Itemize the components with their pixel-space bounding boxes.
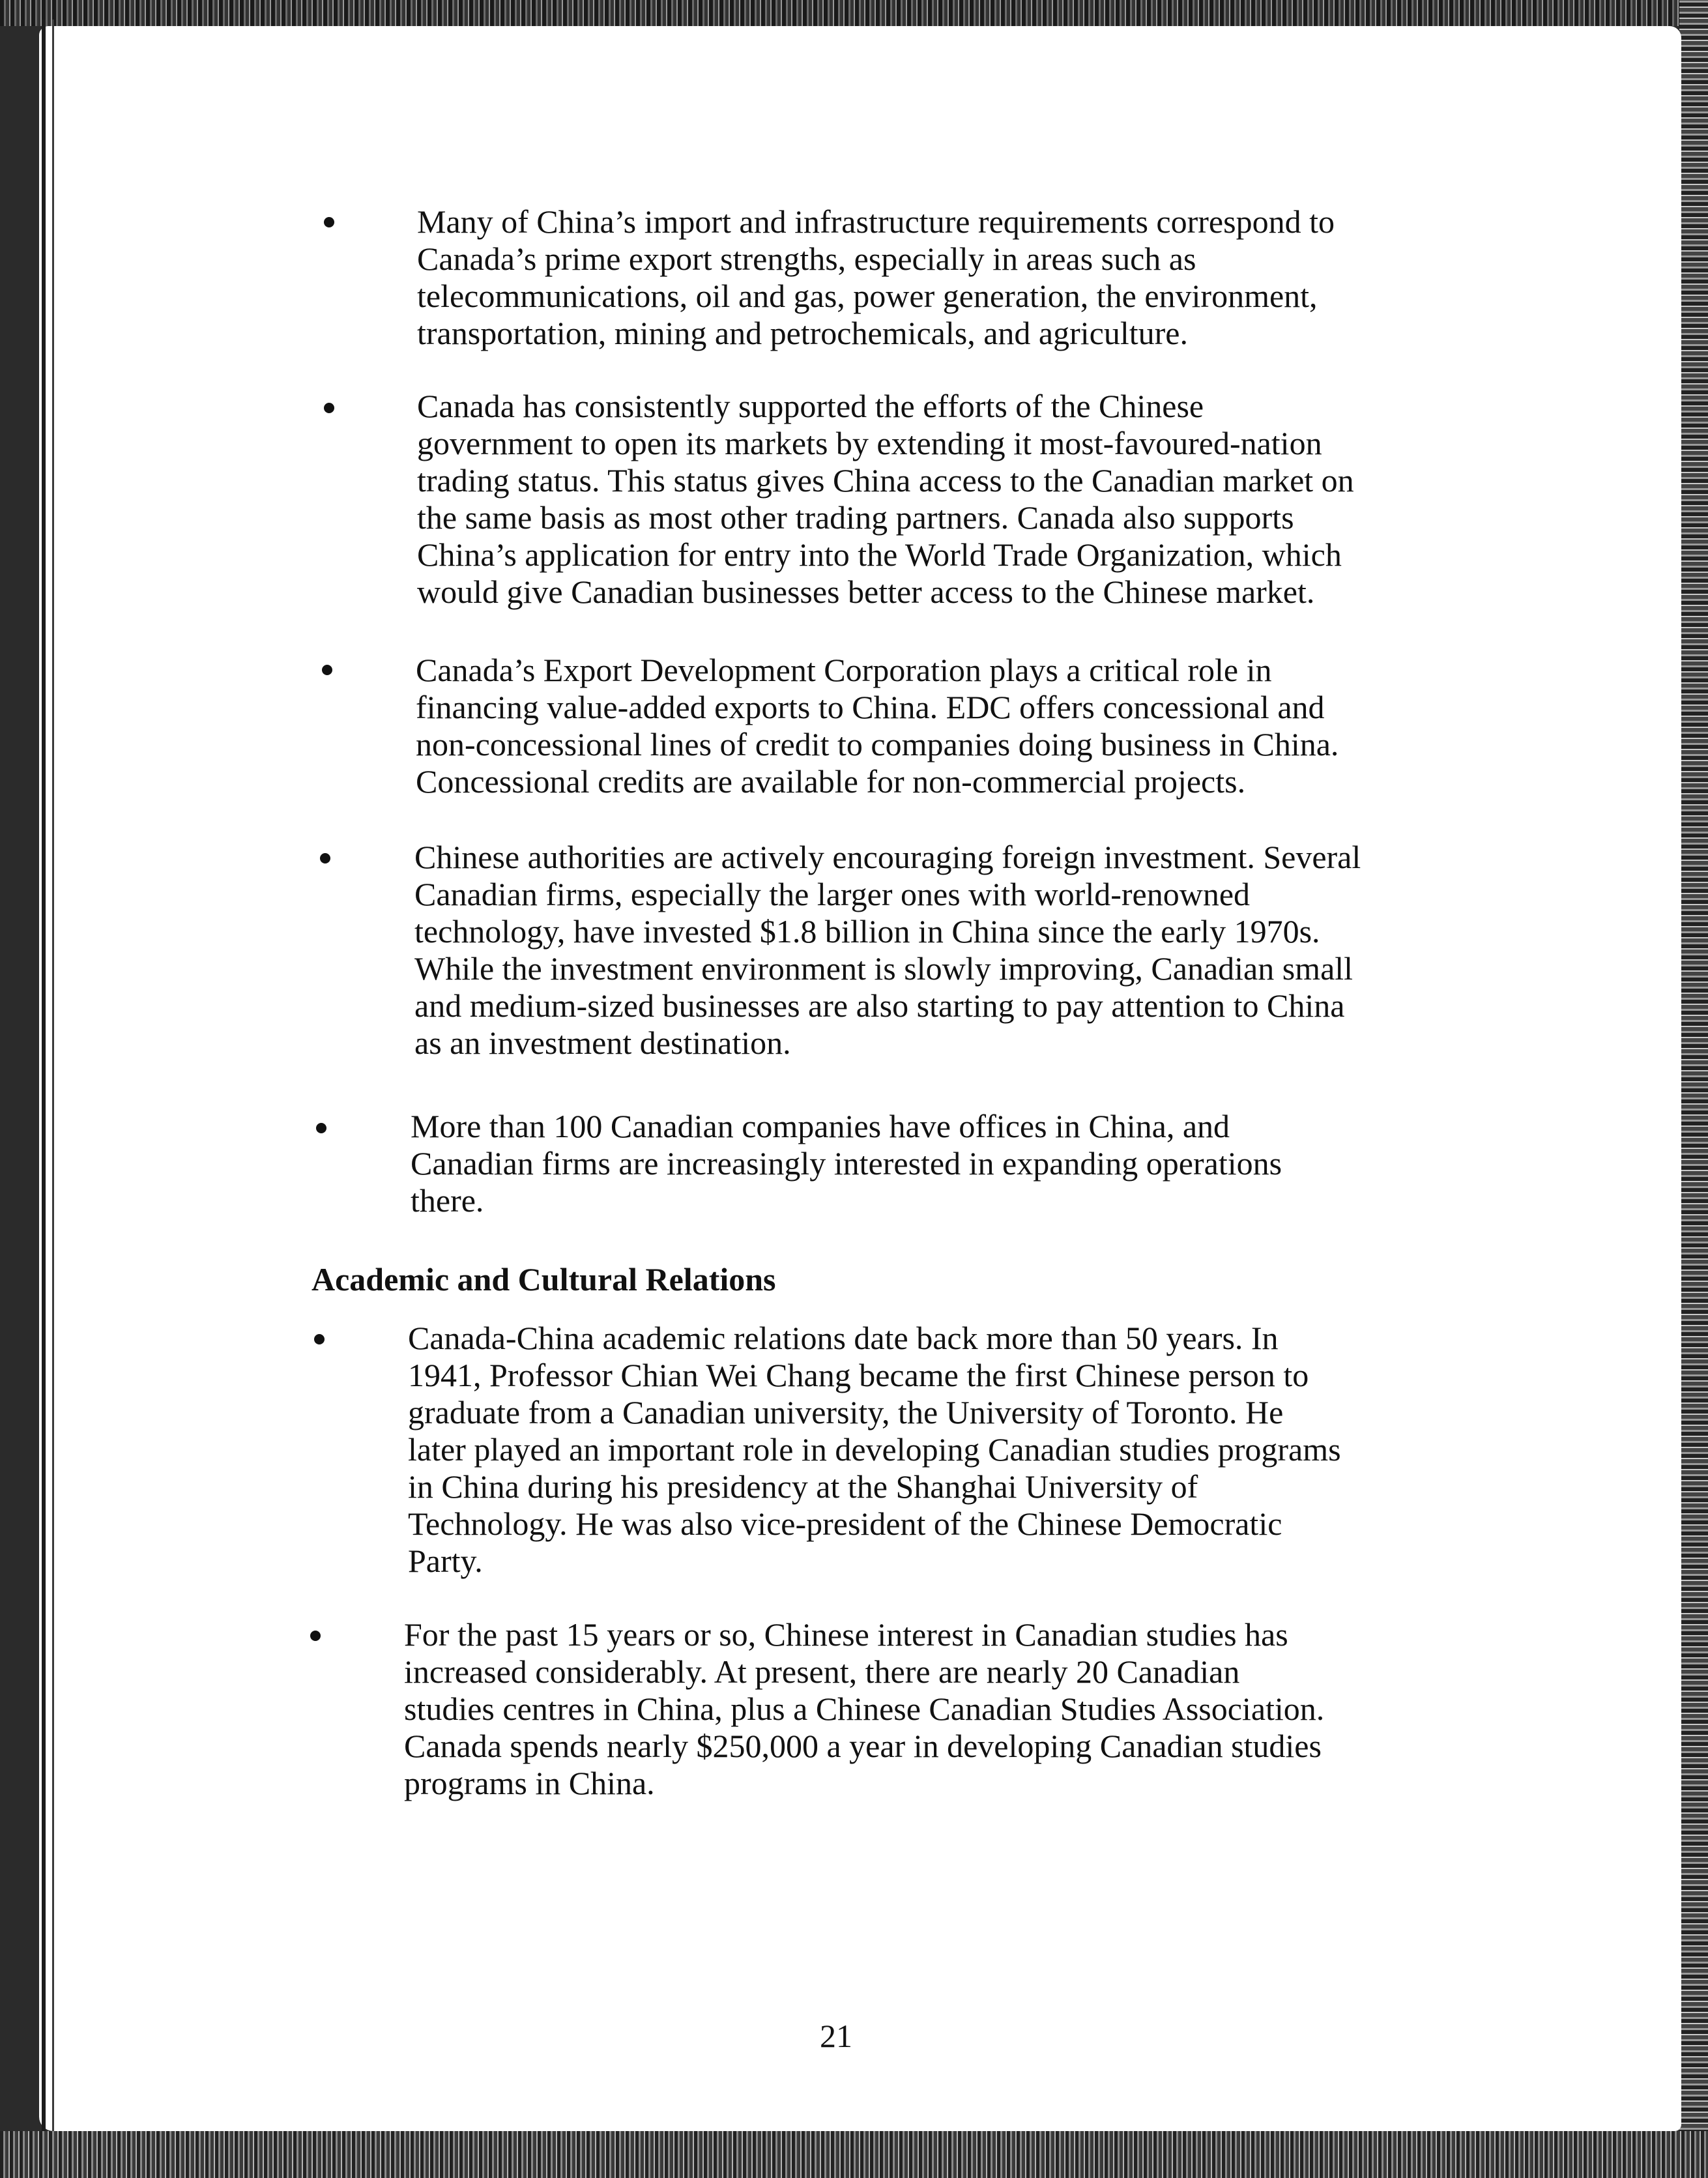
- bullet-icon: [310, 1631, 321, 1641]
- bullet-text: Canada has consistently supported the efforts of the Chinese government to open its markets by extending it most-favoured-nation trading status. This status gives China access to the Canadian market on the same basis as most other trading partners. Canada also supports China’s application for entry into the World Trade Organization, which would give Canadian businesses better access to the Chinese market.: [417, 388, 1354, 610]
- bullet-text: Canada’s Export Development Corporation plays a critical role in financing value-added exports to China. EDC offers concessional and non-concessional lines of credit to companies doing business in China. Concessional credits are available for non-commercial projects.: [416, 652, 1339, 800]
- page-number: 21: [820, 2018, 852, 2054]
- bullet-icon: [320, 853, 330, 864]
- bullet-text: Canada-China academic relations date back more than 50 years. In 1941, Professor Chian Wei Chang became the first Chinese person to graduate from a Canadian university, the University of Toronto. He later played an important role in developing Canadian studies programs in China during his presidency at the Shanghai University of Technology. He was also vice-president of the Chinese Democratic Party.: [408, 1320, 1341, 1579]
- bullet-icon: [324, 217, 334, 227]
- section-heading: Academic and Cultural Relations: [311, 1261, 776, 1298]
- bullet-icon: [314, 1334, 325, 1344]
- bullet-text: Many of China’s import and infrastructure requirements correspond to Canada’s prime export strengths, especially in areas such as telecommunications, oil and gas, power generation, the environment, transportation, mining and petrochemicals, and agriculture.: [417, 203, 1335, 351]
- bullet-text: Chinese authorities are actively encouraging foreign investment. Several Canadian firms, especially the larger ones with world-renowned technology, have invested $1.8 billion in China since the early 1970s. While the investment environment is slowly improving, Canadian small and medium-sized businesses are also starting to pay attention to China as an investment destination.: [414, 839, 1361, 1061]
- bullet-icon: [322, 665, 332, 675]
- bullet-text: More than 100 Canadian companies have offices in China, and Canadian firms are increasingly interested in expanding operations there.: [411, 1108, 1282, 1219]
- bullet-text: For the past 15 years or so, Chinese interest in Canadian studies has increased considerably. At present, there are nearly 20 Canadian studies centres in China, plus a Chinese Canadian Studies Association. Canada spends nearly $250,000 a year in developing Canadian studies programs in China.: [404, 1616, 1325, 1801]
- bullet-icon: [324, 403, 334, 413]
- bullet-icon: [316, 1123, 326, 1133]
